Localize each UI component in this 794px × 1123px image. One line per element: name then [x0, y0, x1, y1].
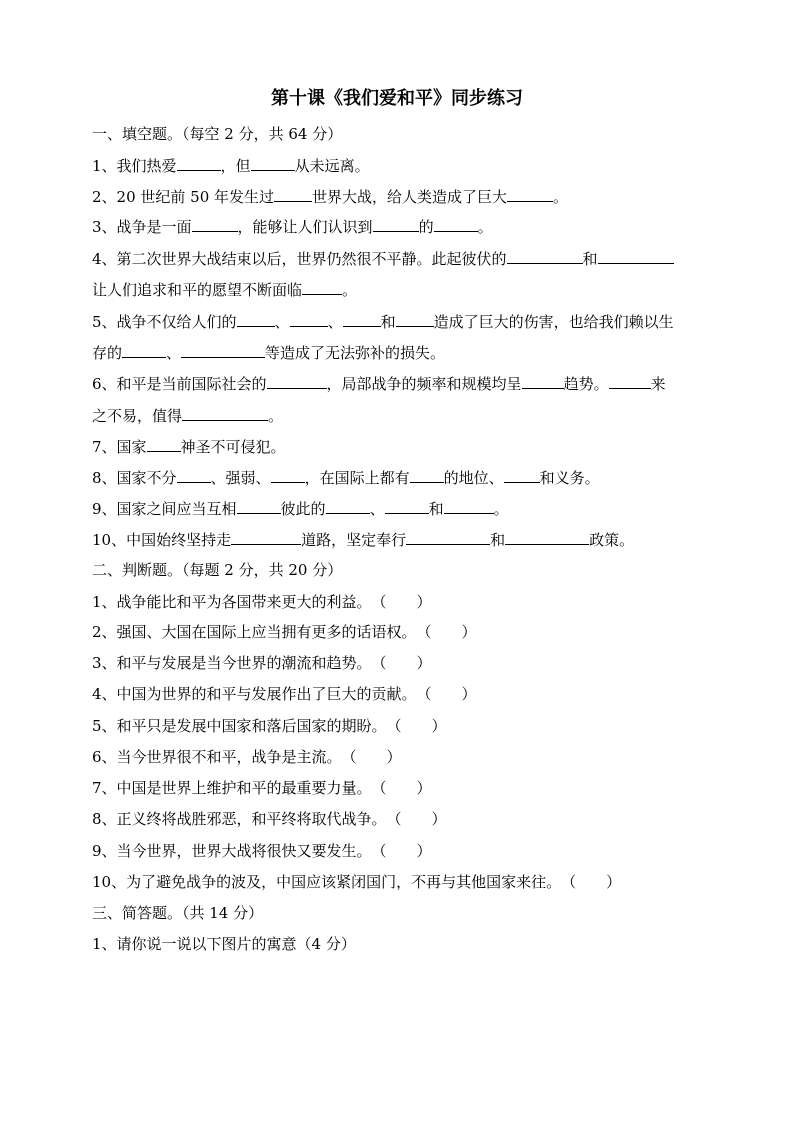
answer-blank[interactable] — [147, 436, 181, 452]
answer-blank[interactable] — [302, 279, 342, 295]
section-3-heading: 三、简答题。（共 14 分） — [92, 904, 264, 922]
question-1-4-line-1: 4、第二次世界大战结束以后，世界仍然很不平静。此起彼伏的 和 — [92, 248, 674, 269]
answer-area[interactable] — [92, 965, 702, 1105]
answer-blank[interactable] — [373, 216, 419, 232]
answer-blank[interactable] — [505, 529, 589, 545]
answer-blank[interactable] — [192, 216, 238, 232]
question-1-5-line-1: 5、战争不仅给人们的 、 、 和 造成了巨大的伤害，也给我们赖以生 — [92, 313, 674, 331]
answer-blank[interactable] — [177, 155, 221, 171]
answer-blank[interactable] — [434, 216, 478, 232]
question-1-2: 2、20 世纪前 50 年发生过 世界大战，给人类造成了巨大 。 — [92, 188, 569, 206]
judgement-item-3: 3、和平与发展是当今世界的潮流和趋势。（ ） — [92, 654, 432, 672]
question-1-9: 9、国家之间应当互相 彼此的 、 和 。 — [92, 500, 509, 518]
question-1-6-line-1: 6、和平是当前国际社会的 ，局部战争的频率和规模均呈 趋势。 来 — [92, 375, 666, 393]
judgement-item-6: 6、当今世界很不和平，战争是主流。（ ） — [92, 748, 402, 766]
answer-blank[interactable] — [267, 373, 327, 389]
question-1-4-line-2: 让人们追求和平的愿望不断面临 。 — [92, 281, 358, 299]
answer-parentheses[interactable]: （ ） — [341, 748, 402, 766]
answer-parentheses[interactable]: （ ） — [416, 623, 477, 641]
answer-blank[interactable] — [504, 467, 540, 483]
answer-blank[interactable] — [444, 498, 494, 514]
answer-blank[interactable] — [406, 529, 490, 545]
question-1-1: 1、我们热爱 ，但 从未远离。 — [92, 157, 370, 175]
judgement-item-7: 7、中国是世界上维护和平的最重要力量。（ ） — [92, 779, 432, 797]
answer-blank[interactable] — [237, 498, 281, 514]
answer-parentheses[interactable]: （ ） — [371, 842, 432, 860]
answer-blank[interactable] — [122, 342, 166, 358]
answer-blank[interactable] — [274, 186, 312, 202]
answer-blank[interactable] — [271, 467, 305, 483]
question-1-8: 8、国家不分 、强弱、 ，在国际上都有 的地位、 和义务。 — [92, 469, 600, 487]
answer-parentheses[interactable]: （ ） — [371, 779, 432, 797]
answer-blank[interactable] — [522, 373, 564, 389]
judgement-item-8: 8、正义终将战胜邪恶，和平终将取代战争。（ ） — [92, 810, 447, 828]
answer-blank[interactable] — [410, 467, 444, 483]
answer-blank[interactable] — [181, 342, 265, 358]
answer-blank[interactable] — [396, 311, 434, 327]
short-answer-question-1: 1、请你说一说以下图片的寓意（4 分） — [92, 935, 356, 953]
answer-blank[interactable] — [251, 155, 295, 171]
judgement-item-9: 9、当今世界，世界大战将很快又要发生。（ ） — [92, 842, 432, 860]
answer-blank[interactable] — [343, 311, 381, 327]
judgement-item-2: 2、强国、大国在国际上应当拥有更多的话语权。（ ） — [92, 623, 477, 641]
answer-blank[interactable] — [507, 186, 553, 202]
answer-blank[interactable] — [385, 498, 429, 514]
question-1-6-line-2: 之不易，值得 。 — [92, 407, 284, 425]
page-title: 第十课《我们爱和平》同步练习 — [271, 88, 523, 109]
judgement-item-10: 10、为了避免战争的波及，中国应该紧闭国门，不再与其他国家来往。（ ） — [92, 873, 622, 891]
question-1-7: 7、国家 神圣不可侵犯。 — [92, 438, 286, 456]
question-1-10: 10、中国始终坚持走 道路，坚定奉行 和 政策。 — [92, 531, 635, 549]
question-1-5-line-2: 存的 、 等造成了无法弥补的损失。 — [92, 344, 446, 362]
answer-blank[interactable] — [290, 311, 328, 327]
answer-parentheses[interactable]: （ ） — [386, 717, 447, 735]
section-1-heading: 一、填空题。（每空 2 分，共 64 分） — [92, 125, 343, 143]
judgement-item-1: 1、战争能比和平为各国带来更大的利益。（ ） — [92, 593, 432, 611]
answer-parentheses[interactable]: （ ） — [371, 654, 432, 672]
answer-blank[interactable] — [326, 498, 370, 514]
answer-parentheses[interactable]: （ ） — [386, 810, 447, 828]
answer-parentheses[interactable]: （ ） — [371, 593, 432, 611]
answer-blank[interactable] — [598, 248, 674, 264]
answer-blank[interactable] — [507, 248, 583, 264]
answer-blank[interactable] — [609, 373, 651, 389]
answer-blank[interactable] — [237, 311, 275, 327]
judgement-item-4: 4、中国为世界的和平与发展作出了巨大的贡献。（ ） — [92, 685, 477, 703]
answer-blank[interactable] — [177, 467, 211, 483]
question-1-3: 3、战争是一面 ，能够让人们认识到 的 。 — [92, 218, 493, 236]
section-2-heading: 二、判断题。（每题 2 分，共 20 分） — [92, 561, 343, 579]
judgement-item-5: 5、和平只是发展中国家和落后国家的期盼。（ ） — [92, 717, 447, 735]
answer-parentheses[interactable]: （ ） — [561, 873, 622, 891]
answer-parentheses[interactable]: （ ） — [416, 685, 477, 703]
answer-blank[interactable] — [182, 405, 268, 421]
answer-blank[interactable] — [231, 529, 301, 545]
